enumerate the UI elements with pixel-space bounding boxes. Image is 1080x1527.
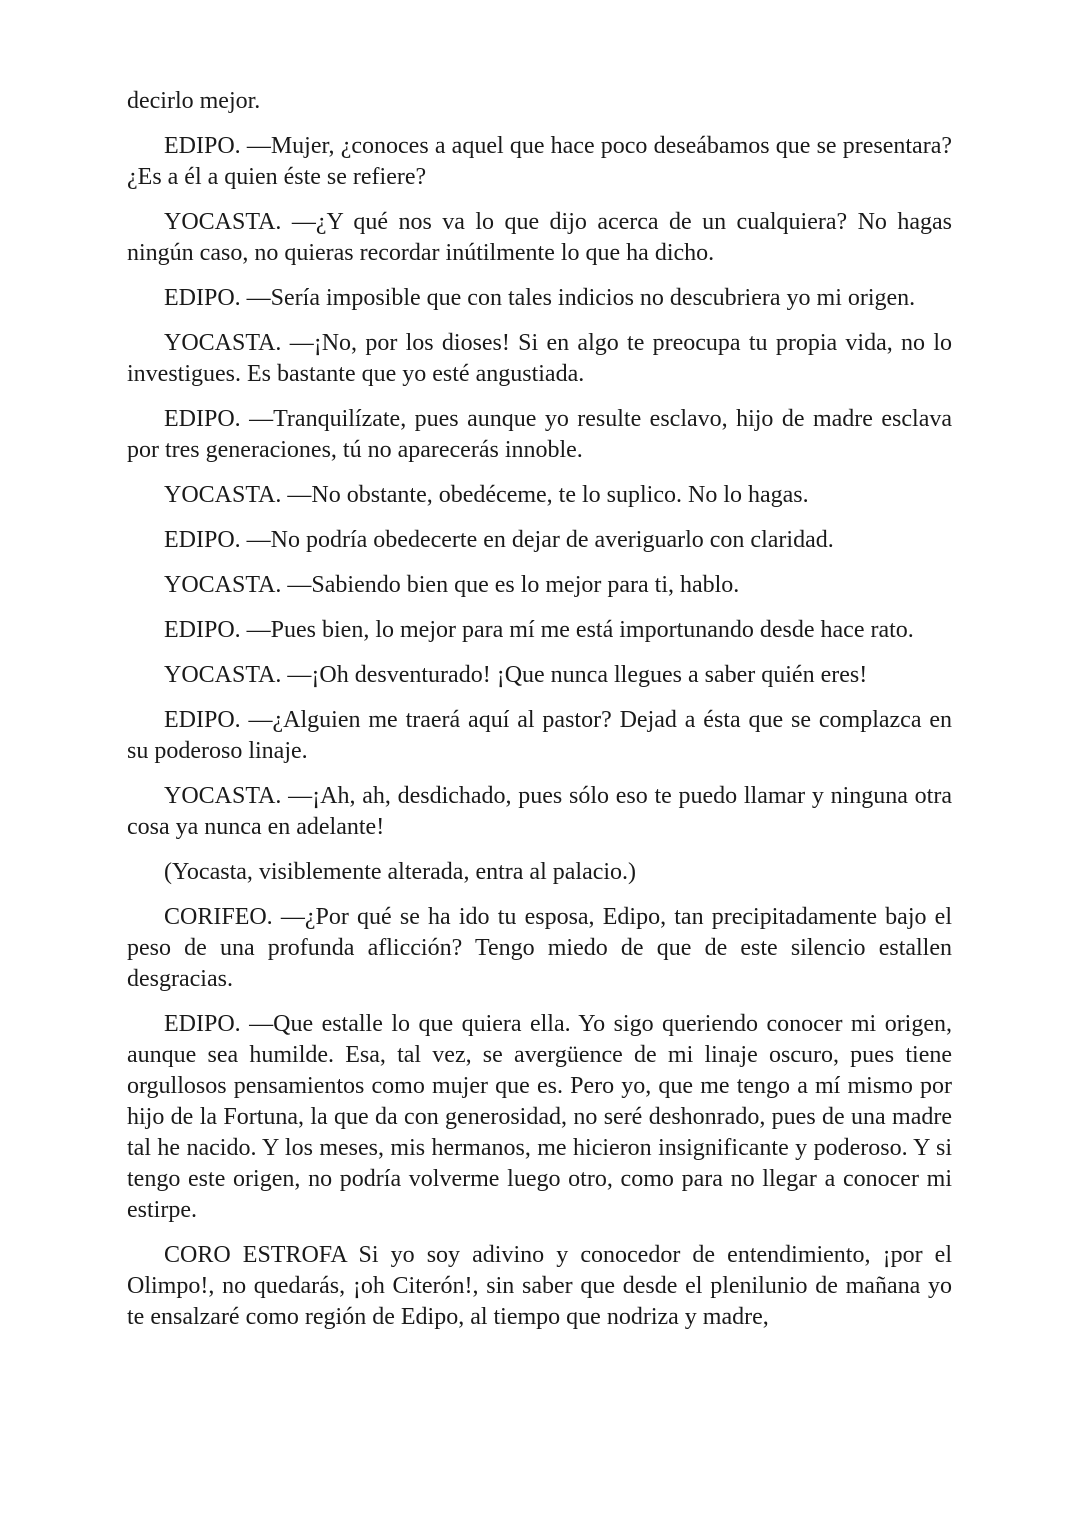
dialogue-edipo: EDIPO. —Mujer, ¿conoces a aquel que hace poco deseábamos que se presentara? ¿Es a él a quien éste se refiere? (127, 133, 952, 190)
dialogue-yocasta: YOCASTA. —¡No, por los dioses! Si en algo te preocupa tu propia vida, no lo investigues. Es bastante que yo esté angustiada. (127, 330, 952, 387)
dialogue-edipo: EDIPO. —¿Alguien me traerá aquí al pastor? Dejad a ésta que se complazca en su poderoso linaje. (127, 707, 952, 764)
dialogue-yocasta: YOCASTA. —¿Y qué nos va lo que dijo acerca de un cualquiera? No hagas ningún caso, no quieras recordar inútilmente lo que ha dicho. (127, 209, 952, 266)
dialogue-yocasta: YOCASTA. —¡Oh desventurado! ¡Que nunca llegues a saber quién eres! (164, 662, 868, 688)
dialogue-yocasta: YOCASTA. —No obstante, obedéceme, te lo suplico. No lo hagas. (164, 482, 809, 508)
dialogue-edipo: EDIPO. —Que estalle lo que quiera ella. Yo sigo queriendo conocer mi origen, aunque sea humilde. Esa, tal vez, se avergüence de mi linaje oscuro, pues tiene orgullosos pensamientos como mujer que es. Pero yo, que me tengo a mí mismo por hijo de la Fortuna, la que da con generosidad, no seré deshonrado, pues de una madre tal he nacido. Y los meses, mis hermanos, me hicieron insignificante y poderoso. Y si tengo este origen, no podría volverme luego otro, como para no llegar a conocer mi estirpe. (127, 1011, 952, 1223)
dialogue-corifeo: CORIFEO. —¿Por qué se ha ido tu esposa, Edipo, tan precipitadamente bajo el peso de una profunda aflicción? Tengo miedo de que de este silencio estallen desgracias. (127, 904, 952, 992)
dialogue-edipo: EDIPO. —No podría obedecerte en dejar de averiguarlo con claridad. (164, 527, 834, 553)
dialogue-yocasta: YOCASTA. —¡Ah, ah, desdichado, pues sólo eso te puedo llamar y ninguna otra cosa ya nunca en adelante! (127, 783, 952, 840)
dialogue-yocasta: YOCASTA. —Sabiendo bien que es lo mejor para ti, hablo. (164, 572, 740, 598)
dialogue-coro: CORO ESTROFA Si yo soy adivino y conocedor de entendimiento, ¡por el Olimpo!, no quedarás, ¡oh Citerón!, sin saber que desde el plenilunio de mañana yo te ensalzaré como región de Edipo, al tiempo que nodriza y madre, (127, 1242, 952, 1330)
document-page (127, 86, 952, 1347)
paragraph-continuation: decirlo mejor. (127, 88, 261, 114)
stage-direction: (Yocasta, visiblemente alterada, entra al palacio.) (164, 859, 637, 885)
dialogue-edipo: EDIPO. —Sería imposible que con tales indicios no descubriera yo mi origen. (164, 285, 916, 311)
dialogue-edipo: EDIPO. —Tranquilízate, pues aunque yo resulte esclavo, hijo de madre esclava por tres generaciones, tú no aparecerás innoble. (127, 406, 952, 463)
dialogue-edipo: EDIPO. —Pues bien, lo mejor para mí me está importunando desde hace rato. (164, 617, 914, 643)
